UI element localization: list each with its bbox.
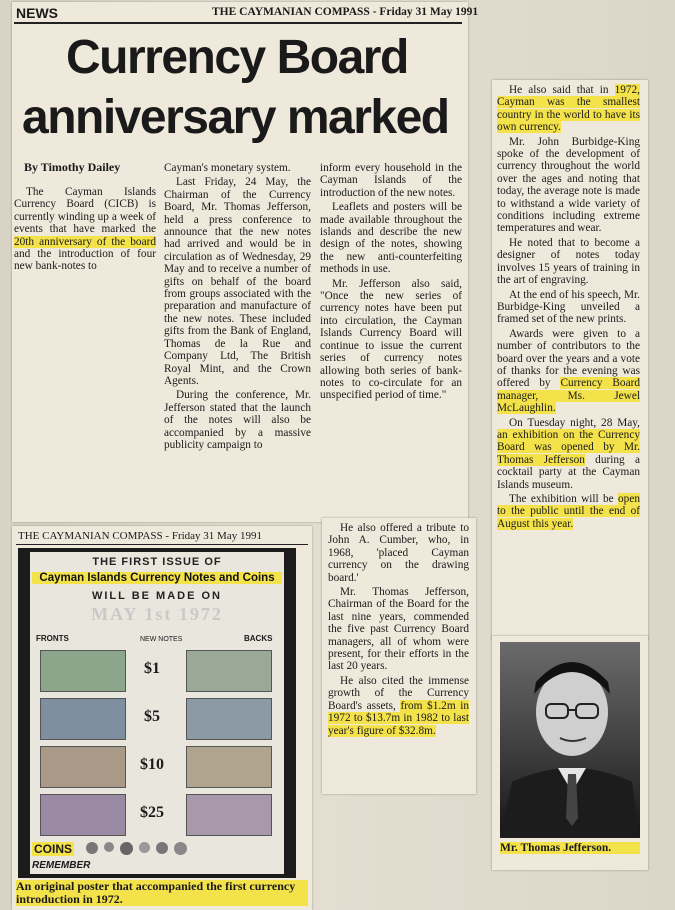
poster-image bbox=[18, 548, 296, 878]
highlighted-text: Currency Board manager, Ms. Jewel McLaughlin. bbox=[497, 377, 640, 415]
poster-fronts-label: FRONTS bbox=[36, 634, 69, 643]
denomination-label: $5 bbox=[144, 708, 160, 725]
banknote-back bbox=[186, 698, 272, 740]
banknote-front bbox=[40, 698, 126, 740]
poster-dateline: THE CAYMANIAN COMPASS - Friday 31 May 1991 bbox=[18, 530, 262, 542]
banknote-front bbox=[40, 794, 126, 836]
poster-date: MAY 1st 1972 bbox=[91, 604, 223, 624]
col5-paragraph: Mr. John Burbidge-King spoke of the development of currency throughout the world over the ages and noting that today, the average note is made to withstand a wide variety of conditions including extreme temperatures and wear. bbox=[497, 135, 640, 235]
masthead-rule bbox=[14, 22, 462, 24]
article-column-3 bbox=[320, 162, 462, 404]
banknote-back bbox=[186, 794, 272, 836]
highlighted-text: 1972, Cayman was the smallest country in the world to have its own currency. bbox=[497, 84, 640, 134]
banknote-back bbox=[186, 746, 272, 788]
poster-new-notes-label: NEW NOTES bbox=[140, 636, 183, 643]
poster-title-2: Cayman Islands Currency Notes and Coins bbox=[32, 572, 282, 584]
col5-text: He also said that in bbox=[509, 84, 615, 96]
banknote-back bbox=[186, 650, 272, 692]
headline-line-1: Currency Board bbox=[66, 31, 408, 84]
newspaper-dateline: THE CAYMANIAN COMPASS - Friday 31 May 1991 bbox=[212, 6, 479, 18]
col4-text: He also cited the immense growth of the Currency Board's assets, bbox=[328, 674, 469, 712]
banknote-row bbox=[34, 792, 280, 838]
denomination-label: $25 bbox=[140, 804, 164, 821]
banknote-row bbox=[34, 696, 280, 742]
byline: By Timothy Dailey bbox=[24, 160, 121, 174]
headline-line-2: anniversary marked bbox=[22, 91, 449, 144]
denomination-label: $10 bbox=[140, 756, 164, 773]
col3-paragraph: Mr. Jefferson also said, "Once the new series of currency notes have been put into circulation, the Cayman Islands Currency Board will continue to issue the current series of currency notes allowing both series of bank-notes to co-circulate for an unspecified period of time." bbox=[320, 277, 462, 402]
article-column-5 bbox=[497, 84, 640, 532]
banknote-row bbox=[34, 744, 280, 790]
banknote-front bbox=[40, 650, 126, 692]
poster-title-3: WILL BE MADE ON bbox=[91, 590, 222, 602]
poster-coins-label: COINS bbox=[34, 842, 73, 856]
coin-icon bbox=[174, 842, 187, 855]
col5-paragraph: At the end of his speech, Mr. Burbidge-King unveiled a framed set of the new prints. bbox=[497, 288, 640, 326]
poster-inner bbox=[30, 552, 284, 874]
col3-paragraph: Leaflets and posters will be made available throughout the islands and describe the new design of the notes, showing the new anti-counterfeiting methods in use. bbox=[320, 201, 462, 276]
coin-icon bbox=[86, 842, 98, 854]
col5-text: The exhibition will be bbox=[509, 493, 619, 505]
col5-text-end: during a cocktail party at the Cayman Islands museum. bbox=[497, 453, 640, 491]
article-column-4 bbox=[328, 522, 469, 739]
portrait-photo bbox=[500, 642, 640, 838]
highlighted-text: an exhibition on the Currency Board was opened by Mr. Thomas Jefferson bbox=[497, 428, 640, 466]
article-column-2 bbox=[164, 162, 311, 453]
poster-remember-label: REMEMBER bbox=[32, 860, 91, 871]
article-column-1 bbox=[14, 186, 156, 275]
coin-row bbox=[86, 842, 282, 856]
col2-lead: Cayman's monetary system. bbox=[164, 162, 291, 174]
col4-paragraph: He also offered a tribute to John A. Cumber, who, in 1968, 'placed Cayman currency on the drawing board.' bbox=[328, 522, 469, 584]
coin-icon bbox=[120, 842, 133, 855]
highlighted-text: 20th anniversary of the board bbox=[14, 235, 156, 248]
coin-icon bbox=[139, 842, 150, 853]
banknote-front bbox=[40, 746, 126, 788]
col1-text: The Cayman Islands Currency Board (CICB) is currently winding up a week of events that have marked the bbox=[14, 186, 156, 236]
col5-text: Awards were given to a number of contributors to the board over the years and a vote of thanks for the evening was offered by bbox=[497, 327, 640, 390]
poster-header-rule bbox=[16, 544, 308, 545]
banknote-row bbox=[34, 648, 280, 694]
poster-caption: An original poster that accompanied the first currency introduction in 1972. bbox=[16, 880, 308, 906]
col5-text: On Tuesday night, 28 May, bbox=[509, 416, 640, 429]
highlighted-text: from $1.2m in 1972 to $13.7m in 1982 to last year's figure of $32.8m. bbox=[328, 699, 470, 737]
poster-title-1: THE FIRST ISSUE OF bbox=[92, 556, 222, 568]
section-label: NEWS bbox=[16, 5, 58, 21]
poster-backs-label: BACKS bbox=[244, 634, 273, 643]
photo-caption: Mr. Thomas Jefferson. bbox=[500, 842, 640, 854]
highlighted-text: open to the public until the end of August this year. bbox=[497, 493, 640, 530]
col3-lead: inform every household in the Cayman Islands of the introduction of the new notes. bbox=[320, 162, 462, 199]
coin-icon bbox=[156, 842, 168, 854]
col5-paragraph: He noted that to become a designer of notes today involves 15 years of training in the art of engraving. bbox=[497, 236, 640, 287]
col2-paragraph: Last Friday, 24 May, the Chairman of the Currency Board, Mr. Thomas Jefferson, held a press conference to announce that the new notes had arrived and would be in circulation as of Wednesday, 29 May and to receive a number of gifts on behalf of the board from groups associated with the preparation and manufacture of the new notes. These included gifts from the Bank of England, Thomas de la Rue and Company Ltd, The British Royal Mint, and the Crown Agents. bbox=[164, 176, 311, 387]
coin-icon bbox=[104, 842, 114, 852]
denomination-label: $1 bbox=[144, 660, 160, 677]
col2-paragraph: During the conference, Mr. Jefferson stated that the launch of the notes will also be accompanied by a massive publicity campaign to bbox=[164, 389, 311, 451]
col4-paragraph: Mr. Thomas Jefferson, Chairman of the Board for the last nine years, commended the five past Currency Board managers, all of whom were present, for their efforts in the last 20 years. bbox=[328, 586, 469, 673]
portrait-figure-icon bbox=[500, 642, 640, 838]
col1-text-end: and the introduction of four new bank-notes to bbox=[14, 248, 156, 273]
